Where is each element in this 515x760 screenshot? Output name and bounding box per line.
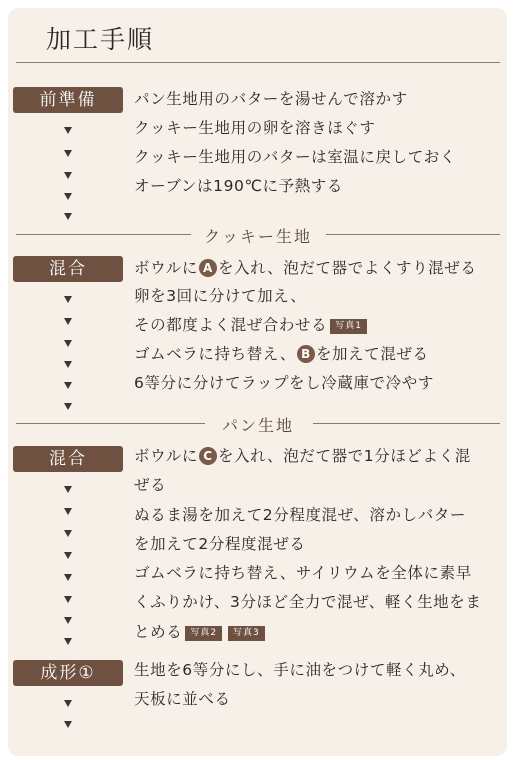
- section-title: クッキー生地: [203, 227, 312, 246]
- arrow-down-icon: [64, 172, 72, 179]
- step-line: クッキー生地用の卵を溶きほぐす: [134, 119, 376, 137]
- arrow-down-icon: [64, 508, 72, 515]
- step-line: 6等分に分けてラップをし冷蔵庫で冷やす: [134, 374, 434, 392]
- arrow-down-icon: [64, 296, 72, 303]
- step-line: 天板に並べる: [134, 690, 231, 708]
- step-line: パン生地用のバターを湯せんで溶かす: [134, 90, 408, 108]
- section-divider: [16, 234, 191, 235]
- step-line: 生地を6等分にし、手に油をつけて軽く丸め、: [134, 661, 466, 679]
- section-header-bread: [0, 413, 515, 433]
- step-line: とめる 写真2 写真3: [134, 620, 265, 642]
- arrow-down-icon: [64, 721, 72, 728]
- arrow-down-icon: [64, 617, 72, 624]
- step-line: を加えて2分程度混ぜる: [134, 535, 306, 553]
- arrow-down-icon: [64, 361, 72, 368]
- arrow-down-icon: [64, 638, 72, 645]
- step-line: オーブンは190℃に予熱する: [134, 177, 343, 195]
- step-badge-preparation: 前準備: [13, 87, 123, 113]
- arrow-down-icon: [64, 340, 72, 347]
- arrow-down-icon: [64, 382, 72, 389]
- step-line: ボウルに C を入れ、泡だて器で1分ほどよく混: [134, 447, 471, 465]
- section-divider: [326, 234, 500, 235]
- step-line: ぜる: [134, 476, 167, 494]
- photo-tag: 写真2: [185, 626, 222, 641]
- section-header-cookie: [0, 224, 515, 244]
- step-badge-mix: 混合: [13, 446, 123, 472]
- section-title: パン生地: [221, 416, 294, 435]
- step-line: ゴムベラに持ち替え、サイリウムを全体に素早: [134, 564, 472, 582]
- step-line: ゴムベラに持ち替え、 B を加えて混ぜる: [134, 345, 429, 363]
- step-line: くふりかけ、3分ほど全力で混ぜ、軽く生地をま: [134, 593, 482, 611]
- photo-tag: 写真3: [228, 626, 265, 641]
- section-divider: [16, 423, 205, 424]
- arrow-down-icon: [64, 193, 72, 200]
- step-line: クッキー生地用のバターは室温に戻しておく: [134, 148, 457, 166]
- arrow-down-icon: [64, 486, 72, 493]
- arrow-down-icon: [64, 213, 72, 220]
- arrow-down-icon: [64, 552, 72, 559]
- step-line: ぬるま湯を加えて2分程度混ぜ、溶かしバター: [134, 506, 466, 524]
- arrow-down-icon: [64, 403, 72, 410]
- arrow-down-icon: [64, 318, 72, 325]
- step-line: 卵を3回に分けて加え、: [134, 287, 307, 305]
- step-badge-shaping: 成形①: [13, 660, 123, 686]
- arrow-down-icon: [64, 596, 72, 603]
- step-line: その都度よく混ぜ合わせる 写真1: [134, 313, 367, 335]
- arrow-down-icon: [64, 700, 72, 707]
- step-badge-mix: 混合: [13, 256, 123, 282]
- arrow-down-icon: [64, 150, 72, 157]
- step-line: ボウルに A を入れ、泡だて器でよくすり混ぜる: [134, 259, 477, 277]
- page-title: 加工手順: [46, 25, 155, 54]
- ingredient-marker: C: [199, 447, 217, 465]
- arrow-down-icon: [64, 574, 72, 581]
- ingredient-marker: A: [199, 259, 217, 277]
- title-divider: [16, 62, 500, 63]
- section-divider: [313, 423, 500, 424]
- arrow-down-icon: [64, 530, 72, 537]
- ingredient-marker: B: [297, 345, 315, 363]
- arrow-down-icon: [64, 127, 72, 134]
- photo-tag: 写真1: [330, 319, 367, 334]
